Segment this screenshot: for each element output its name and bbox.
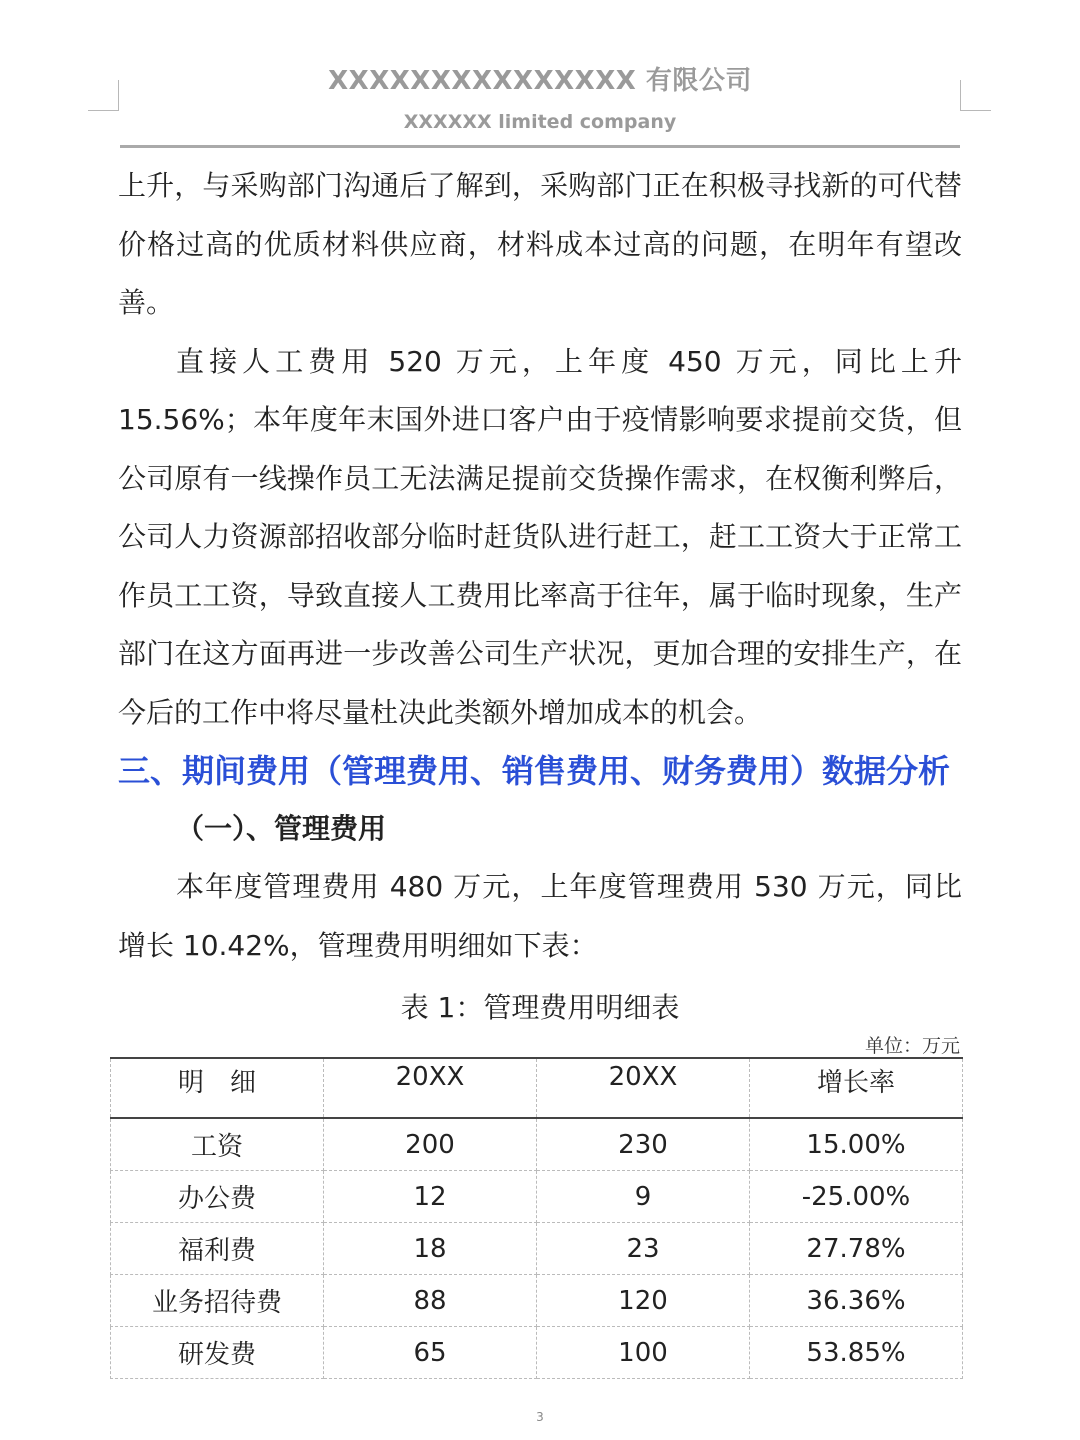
cell-item: 业务招待费 — [111, 1275, 324, 1327]
section-heading: 三、期间费用（管理费用、销售费用、财务费用）数据分析 — [118, 752, 951, 790]
paragraph-labor-cost: 直接人工费用 520 万元，上年度 450 万元，同比上升 15.56%；本年度年末国外进口客户由于疫情影响要求提前交货，但公司原有一线操作员工无法满足提前交货操作需求，在权衡利弊后，公司人力资源部招收部分临时赶货队进行赶工，赶工工资大于正常工作员工工资，导致直接人工费用比率高于往年，属于临时现象，生产部门在这方面再进一步改善公司生产状况，更加合理的安排生产，在今后的工作中将尽量杜决此类额外增加成本的机会。 — [118, 344, 962, 729]
paragraph-material-cost: 上升，与采购部门沟通后了解到，采购部门正在积极寻找新的可代替价格过高的优质材料供应商，材料成本过高的问题，在明年有望改善。 — [118, 169, 962, 319]
cell-growth-rate: 15.00% — [750, 1118, 963, 1171]
header-cell-year-1: 20XX — [324, 1058, 537, 1118]
table-row — [111, 1327, 963, 1379]
cell-year-1: 88 — [324, 1275, 537, 1327]
document-body — [118, 157, 962, 975]
cell-year-2: 23 — [537, 1223, 750, 1275]
company-name-cn: XXXXXXXXXXXXXXX 有限公司 — [328, 66, 752, 96]
cell-year-2: 9 — [537, 1171, 750, 1223]
cell-year-1: 18 — [324, 1223, 537, 1275]
table-row — [111, 1275, 963, 1327]
cell-year-2: 230 — [537, 1118, 750, 1171]
table-header-row — [111, 1058, 963, 1118]
company-name-en: XXXXXX limited company — [403, 111, 677, 133]
cell-year-1: 12 — [324, 1171, 537, 1223]
cell-year-1: 200 — [324, 1118, 537, 1171]
sub-heading: （一）、管理费用 — [176, 812, 387, 845]
cell-item: 工资 — [111, 1118, 324, 1171]
table-row — [111, 1223, 963, 1275]
page-number: 3 — [536, 1410, 544, 1424]
admin-expense-table — [110, 1057, 963, 1379]
cell-item: 福利费 — [111, 1223, 324, 1275]
cell-growth-rate: 27.78% — [750, 1223, 963, 1275]
header-cell-item: 明 细 — [111, 1058, 324, 1118]
cell-growth-rate: 53.85% — [750, 1327, 963, 1379]
cell-year-1: 65 — [324, 1327, 537, 1379]
table-row — [111, 1171, 963, 1223]
table-row — [111, 1118, 963, 1171]
paragraph-admin-expense: 本年度管理费用 480 万元，上年度管理费用 530 万元，同比增长 10.42%，管理费用明细如下表： — [118, 870, 962, 962]
cell-item: 研发费 — [111, 1327, 324, 1379]
cell-year-2: 120 — [537, 1275, 750, 1327]
table-unit-note: 单位：万元 — [864, 1035, 960, 1057]
header-cell-year-2: 20XX — [537, 1058, 750, 1118]
cell-item: 办公费 — [111, 1171, 324, 1223]
cell-year-2: 100 — [537, 1327, 750, 1379]
header-divider — [120, 145, 960, 148]
header-cell-growth-rate: 增长率 — [750, 1058, 963, 1118]
cell-growth-rate: 36.36% — [750, 1275, 963, 1327]
table-caption: 表 1：管理费用明细表 — [400, 991, 680, 1024]
cell-growth-rate: -25.00% — [750, 1171, 963, 1223]
